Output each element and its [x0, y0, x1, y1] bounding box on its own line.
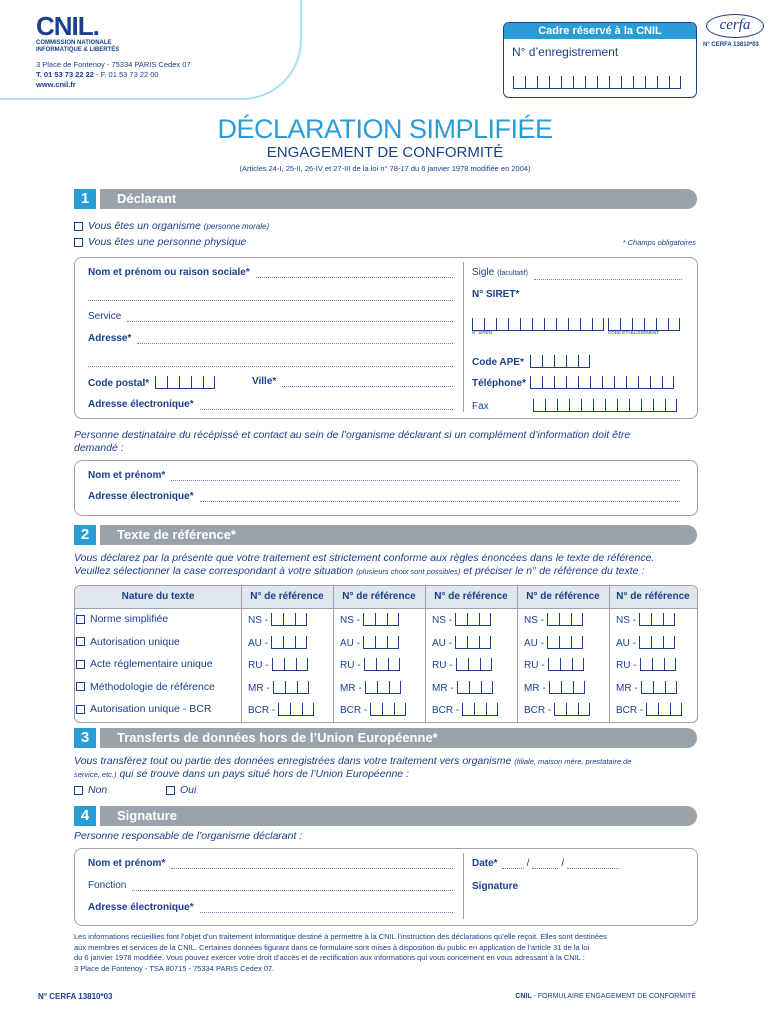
ref-prefix: RU -	[616, 660, 637, 671]
col-ref-2: N° de référence	[342, 591, 416, 602]
footer-right-text: - FORMULAIRE ENGAGEMENT DE CONFORMITÉ	[531, 993, 696, 1000]
sigle-label: Sigle	[472, 267, 495, 278]
ref-number-field[interactable]	[524, 658, 584, 671]
organism-small: (personne morale)	[203, 222, 270, 231]
ref-number-field[interactable]	[524, 613, 583, 626]
footer-legal1: Les informations recueillies font l’objet d’un traitement informatique destiné à permettre à la CNIL l’instruction des déclarations qu’elle reçoit. Elles sont destinées	[74, 932, 607, 941]
address-label: Adresse*	[88, 333, 132, 344]
contact-name-label: Nom et prénom*	[88, 470, 166, 481]
ape-field[interactable]	[472, 355, 590, 368]
person-checkbox[interactable]	[74, 238, 83, 247]
ref-prefix: MR -	[616, 682, 638, 694]
ref-number-field[interactable]	[616, 636, 675, 649]
function-label: Fonction	[88, 880, 127, 891]
ref-prefix: AU -	[432, 637, 452, 649]
signature-divider	[463, 853, 464, 919]
no-checkbox[interactable]	[74, 786, 83, 795]
logo-text: CNIL.	[36, 11, 99, 41]
ref-number-field[interactable]	[432, 703, 498, 716]
ref-prefix: NS -	[432, 615, 452, 626]
option-organism[interactable]	[74, 220, 269, 232]
ref-number-field[interactable]	[248, 658, 308, 671]
ref-row-label: Autorisation unique - BCR	[90, 703, 212, 715]
function-field[interactable]	[88, 880, 453, 891]
col-ref-4: N° de référence	[526, 591, 600, 602]
date-label: Date*	[472, 858, 498, 869]
cnil-logo	[36, 12, 119, 54]
ref-prefix: AU -	[524, 637, 544, 649]
person-label: Vous êtes une personne physique	[88, 236, 247, 248]
ref-number-field[interactable]	[340, 658, 400, 671]
ref-prefix: RU -	[432, 660, 453, 671]
no-label: Non	[88, 784, 108, 796]
ref-prefix: RU -	[340, 660, 361, 671]
transfer-no[interactable]	[74, 784, 107, 796]
intro-line2-small: (plusieurs choix sont possibles)	[356, 567, 461, 576]
signer-email-field[interactable]	[88, 902, 453, 913]
siren-boxes[interactable]	[472, 313, 604, 331]
ref-row-checkbox[interactable]	[76, 705, 85, 714]
intro-line1: Vous déclarez par la présente que votre traitement est strictement conforme aux règles énoncées dans le texte de référence.	[74, 552, 655, 564]
section3-text	[74, 755, 699, 781]
ref-number-field[interactable]	[248, 681, 309, 694]
ref-number-field[interactable]	[432, 613, 491, 626]
ref-number-field[interactable]	[524, 681, 585, 694]
registration-boxes[interactable]	[513, 71, 681, 89]
email-label: Adresse électronique*	[88, 399, 194, 410]
ref-prefix: NS -	[616, 615, 636, 626]
ref-row-checkbox[interactable]	[76, 615, 85, 624]
col-ref-1: N° de référence	[250, 591, 324, 602]
ref-number-field[interactable]	[616, 703, 682, 716]
etab-small: CODE ÉTABLISSEMENT	[608, 330, 660, 335]
ref-prefix: AU -	[340, 637, 360, 649]
ref-row-label: Acte réglementaire unique	[90, 658, 213, 670]
sigle-small: (facultatif)	[497, 270, 528, 277]
col-ref-3: N° de référence	[434, 591, 508, 602]
ref-prefix: MR -	[432, 682, 454, 694]
organism-label: Vous êtes un organisme	[88, 220, 201, 232]
ref-number-field[interactable]	[616, 681, 677, 694]
ref-row-label: Norme simplifiée	[90, 613, 169, 625]
ref-number-field[interactable]	[616, 658, 676, 671]
ref-number-field[interactable]	[432, 681, 493, 694]
service-label: Service	[88, 311, 122, 322]
ref-row-option[interactable]	[76, 658, 213, 670]
contact-panel	[74, 460, 698, 516]
header-address: 3 Place de Fontenoy - 75334 PARIS Cedex 07	[36, 60, 191, 69]
panel-divider	[463, 262, 464, 412]
ref-prefix: BCR -	[524, 705, 552, 716]
contact-name-field[interactable]	[88, 470, 680, 481]
postal-field[interactable]	[88, 376, 215, 389]
signer-name-label: Nom et prénom*	[88, 858, 166, 869]
fax-label: Fax	[472, 401, 489, 412]
ref-number-field[interactable]	[340, 613, 399, 626]
siret-label: N° SIRET*	[472, 289, 520, 300]
phone-field[interactable]	[472, 376, 674, 389]
option-person[interactable]	[74, 236, 246, 248]
ref-prefix: RU -	[524, 660, 545, 671]
registration-label: N° d’enregistrement	[512, 45, 619, 59]
ref-row-checkbox[interactable]	[76, 660, 85, 669]
footer-brand: CNIL	[515, 993, 532, 1000]
signature-intro: Personne responsable de l’organisme déclarant :	[74, 830, 303, 842]
ref-row-option[interactable]	[76, 613, 168, 625]
col-nature: Nature du texte	[121, 591, 195, 602]
contact-email-label: Adresse électronique*	[88, 491, 194, 502]
ref-number-field[interactable]	[340, 636, 399, 649]
ref-prefix: BCR -	[340, 705, 368, 716]
page-subtitle: ENGAGEMENT DE CONFORMITÉ	[266, 144, 504, 161]
ref-prefix: MR -	[248, 682, 270, 694]
name-field[interactable]	[88, 267, 453, 278]
header-website[interactable]: www.cnil.fr	[36, 80, 76, 89]
header-fax: - F. 01 53 73 22 00	[93, 70, 159, 79]
ref-number-field[interactable]	[524, 636, 583, 649]
transfer-text1: Vous transférez tout ou partie des données enregistrées dans votre traitement vers organisme	[74, 755, 512, 767]
ref-row-checkbox[interactable]	[76, 637, 85, 646]
yes-label: Oui	[180, 784, 197, 796]
ref-prefix: MR -	[524, 682, 546, 694]
ref-prefix: RU -	[248, 660, 269, 671]
section1-title: Déclarant	[117, 191, 177, 206]
organism-checkbox[interactable]	[74, 222, 83, 231]
footer-legal4: 3 Place de Fontenoy - TSA 80715 - 75334 PARIS Cedex 07.	[74, 963, 275, 973]
ref-number-field[interactable]	[432, 636, 491, 649]
required-note: * Champs obligatoires	[622, 238, 696, 247]
siren-small: N° SIREN	[472, 330, 493, 335]
ref-prefix: NS -	[248, 615, 268, 626]
footer-legal3: du 6 janvier 1978 modifiée. Vous pouvez exercer votre droit d’accès et de rectification aux informations qui vous concernent en vous adressant à la CNIL :	[74, 953, 585, 962]
email-field[interactable]	[88, 399, 453, 410]
signer-name-field[interactable]	[88, 858, 453, 869]
postal-boxes[interactable]	[155, 376, 215, 389]
ref-prefix: BCR -	[432, 705, 460, 716]
org-line1: COMMISSION NATIONALE	[36, 40, 112, 46]
transfer-text2: qui se trouve dans un pays situé hors de l’Union Européenne :	[119, 768, 409, 780]
ape-label: Code APE*	[472, 357, 524, 368]
ref-number-field[interactable]	[432, 658, 492, 671]
section2-title: Texte de référence*	[117, 527, 236, 542]
contact-email-field[interactable]	[88, 491, 680, 502]
service-field[interactable]	[88, 311, 453, 322]
name-label: Nom et prénom ou raison sociale*	[88, 267, 250, 278]
ref-prefix: NS -	[524, 615, 544, 626]
city-field[interactable]	[252, 376, 453, 387]
intro-line2-end: et préciser le n° de référence du texte :	[463, 565, 645, 577]
section4-title: Signature	[117, 808, 177, 823]
footer-right	[460, 993, 696, 1000]
legal-reference: (Articles 24-I, 25-II, 26-IV et 27-III de la loi n° 78-17 du 6 janvier 1978 modifiée en 2004)	[239, 164, 531, 173]
etab-boxes[interactable]	[608, 313, 680, 331]
title-block	[0, 114, 770, 175]
contact-block	[36, 60, 191, 90]
cerfa-number-top: N° CERFA 13810*03	[703, 42, 759, 48]
ref-prefix: BCR -	[248, 705, 276, 716]
contact-note: Personne destinataire du récépissé et contact au sein de l’organisme déclarant si un complément d’information doit être demandé :	[74, 429, 631, 454]
yes-checkbox[interactable]	[166, 786, 175, 795]
col-ref-5: N° de référence	[616, 591, 690, 602]
section3-title: Transferts de données hors de l’Union Européenne*	[117, 730, 438, 745]
transfer-text2-small: service, etc.)	[74, 770, 117, 779]
org-line2: INFORMATIQUE & LIBERTÉS	[36, 47, 120, 53]
postal-label: Code postal*	[88, 378, 150, 389]
section1-number: 1	[74, 189, 96, 209]
page-title: DÉCLARATION SIMPLIFIÉE	[217, 114, 553, 144]
ref-number-field[interactable]	[524, 703, 590, 716]
ref-number-field[interactable]	[616, 613, 675, 626]
phone-label: Téléphone*	[472, 378, 526, 389]
ref-row-label: Méthodologie de référence	[90, 680, 215, 693]
ref-row-option[interactable]	[76, 681, 215, 693]
ref-number-field[interactable]	[248, 703, 314, 716]
city-label: Ville*	[252, 376, 277, 387]
sigle-field[interactable]	[472, 267, 682, 280]
ref-row-option[interactable]	[76, 703, 211, 715]
date-field[interactable]: Date* / /	[472, 858, 619, 869]
ref-row-option[interactable]	[76, 636, 180, 648]
section4-number: 4	[74, 806, 96, 826]
ref-row-checkbox[interactable]	[76, 682, 85, 691]
cerfa-logo: cerfa	[706, 14, 764, 38]
footer-legal2: aux membres et services de la CNIL. Certaines données figurant dans ce formulaire sont mises à disposition du public en application de l’article 31 de la loi	[74, 942, 590, 952]
transfer-text1-small: (filiale, maison mère, prestataire de	[514, 757, 632, 766]
ref-row-label: Autorisation unique	[90, 635, 180, 648]
ref-prefix: AU -	[616, 637, 636, 649]
header-phone: T. 01 53 73 22 22	[36, 70, 94, 79]
ref-number-field[interactable]	[248, 636, 307, 649]
transfer-yes[interactable]	[166, 784, 196, 796]
address-field[interactable]	[88, 333, 453, 344]
signer-email-label: Adresse électronique*	[88, 902, 194, 913]
address-line2[interactable]	[88, 354, 453, 367]
ref-prefix: MR -	[340, 682, 362, 694]
intro-line2: Veuillez sélectionner la case correspondant à votre situation	[74, 565, 354, 577]
ref-number-field[interactable]	[248, 613, 307, 626]
footer-legal	[74, 932, 696, 974]
ref-number-field[interactable]	[340, 681, 401, 694]
reserved-title: Cadre réservé à la CNIL	[504, 23, 696, 39]
signature-label: Signature	[472, 881, 519, 892]
ref-prefix: NS -	[340, 615, 360, 626]
name-line2[interactable]	[88, 288, 453, 301]
ref-prefix: AU -	[248, 637, 268, 649]
fax-field[interactable]	[472, 399, 677, 412]
ref-number-field[interactable]	[340, 703, 406, 716]
section3-number: 3	[74, 728, 96, 748]
section2-intro	[74, 552, 699, 578]
reserved-box	[503, 22, 697, 98]
ref-prefix: BCR -	[616, 705, 644, 716]
section2-number: 2	[74, 525, 96, 545]
footer-cerfa: N° CERFA 13810*03	[38, 992, 113, 1001]
